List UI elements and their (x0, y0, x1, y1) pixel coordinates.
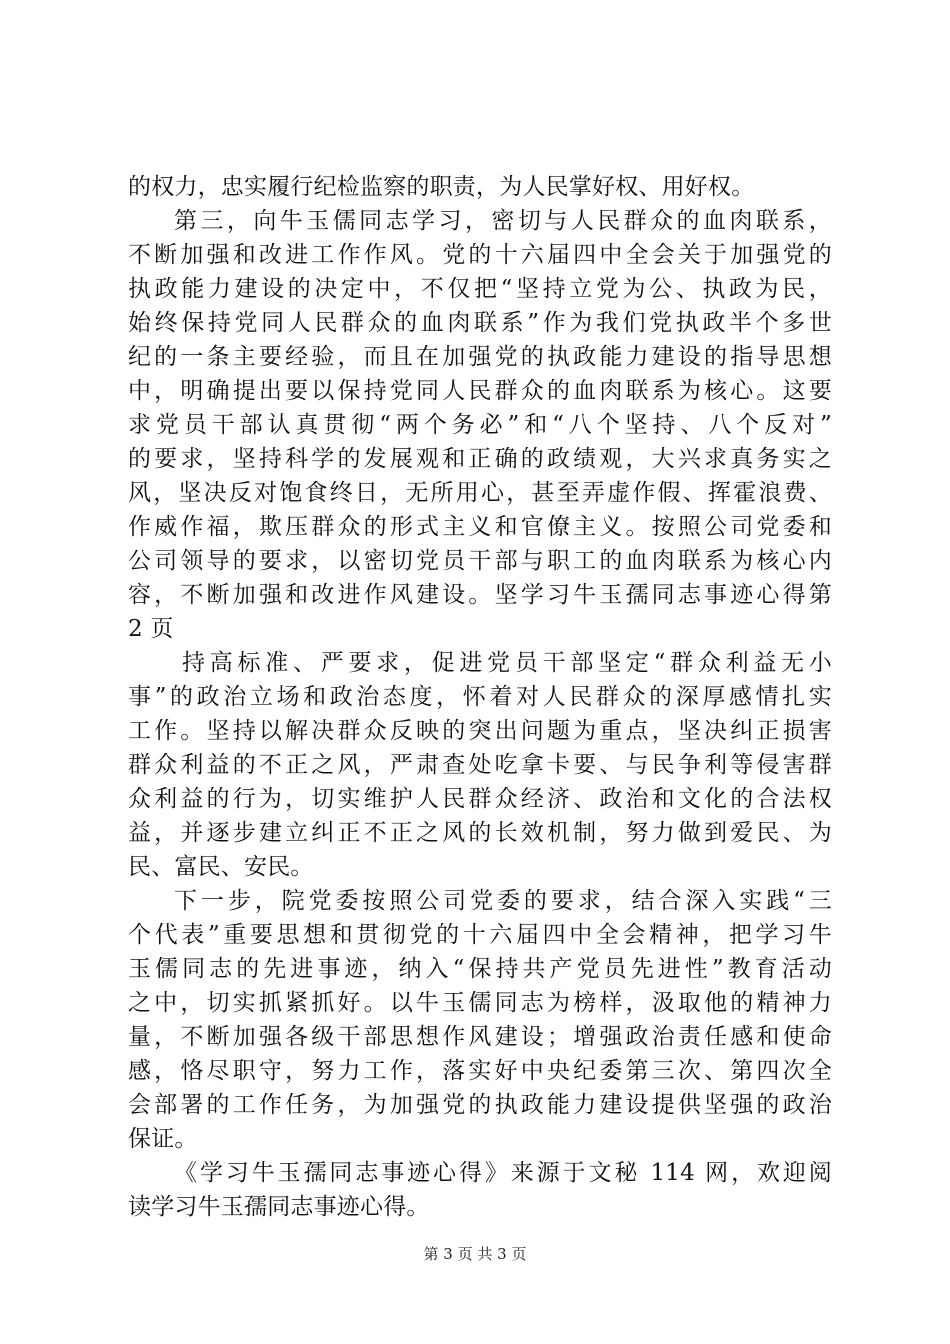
paragraph-line: 始终保持党同人民群众的血肉联系”作为我们党执政半个多世 (128, 310, 832, 336)
paragraph-line: 下一步，院党委按照公司党委的要求，结合深入实践“三 (174, 888, 832, 914)
paragraph-line: 风，坚决反对饱食终日，无所用心，甚至弄虚作假、挥霍浪费、 (128, 480, 832, 506)
paragraph-line: 之中，切实抓紧抓好。以牛玉儒同志为榜样，汲取他的精神力 (128, 990, 832, 1016)
paragraph-line: 工作。坚持以解决群众反映的突出问题为重点，坚决纠正损害 (128, 718, 832, 744)
paragraph-line: 会部署的工作任务，为加强党的执政能力建设提供坚强的政治 (128, 1092, 832, 1118)
paragraph-line: 益，并逐步建立纠正不正之风的长效机制，努力做到爱民、为 (128, 820, 832, 846)
paragraph-line: 中，明确提出要以保持党同人民群众的血肉联系为核心。这要 (128, 378, 832, 404)
page-footer (0, 1244, 950, 1264)
paragraph-line: 量，不断加强各级干部思想作风建设；增强政治责任感和使命 (128, 1024, 832, 1050)
paragraph-line: 持高标准、严要求，促进党员干部坚定“群众利益无小 (182, 650, 832, 676)
paragraph-line: 民、富民、安民。 (128, 854, 314, 880)
paragraph-line: 第三，向牛玉儒同志学习，密切与人民群众的血肉联系， (174, 208, 832, 234)
paragraph-line: 求党员干部认真贯彻“两个务必”和“八个坚持、八个反对” (128, 412, 832, 438)
paragraph-line: 感，恪尽职守，努力工作，落实好中央纪委第三次、第四次全 (128, 1058, 832, 1084)
paragraph-line: 事”的政治立场和政治态度，怀着对人民群众的深厚感情扎实 (128, 684, 832, 710)
paragraph-line: 保证。 (128, 1126, 198, 1152)
paragraph-line: 执政能力建设的决定中，不仅把“坚持立党为公、执政为民， (128, 276, 832, 302)
paragraph-line: 不断加强和改进工作作风。党的十六届四中全会关于加强党的 (128, 242, 832, 268)
page-number-label: 第 3 页 共 3 页 (423, 1245, 527, 1263)
paragraph-line: 玉儒同志的先进事迹，纳入“保持共产党员先进性”教育活动 (128, 956, 832, 982)
paragraph-line: 公司领导的要求，以密切党员干部与职工的血肉联系为核心内 (128, 548, 832, 574)
paragraph-line: 纪的一条主要经验，而且在加强党的执政能力建设的指导思想 (128, 344, 832, 370)
paragraph-line: 作威作福，欺压群众的形式主义和官僚主义。按照公司党委和 (128, 514, 832, 540)
paragraph-line: 的要求，坚持科学的发展观和正确的政绩观，大兴求真务实之 (128, 446, 832, 472)
paragraph-line: 众利益的行为，切实维护人民群众经济、政治和文化的合法权 (128, 786, 832, 812)
paragraph-line: 容，不断加强和改进作风建设。坚学习牛玉孺同志事迹心得第 (128, 582, 832, 608)
paragraph-line: 2 页 (128, 616, 174, 642)
paragraph-line: 读学习牛玉孺同志事迹心得。 (128, 1194, 430, 1220)
paragraph-line: 个代表”重要思想和贯彻党的十六届四中全会精神，把学习牛 (128, 922, 832, 948)
document-body (128, 170, 832, 1224)
paragraph-line: 《学习牛玉孺同志事迹心得》来源于文秘 114 网，欢迎阅 (174, 1160, 832, 1186)
paragraph-line: 的权力，忠实履行纪检监察的职责，为人民掌好权、用好权。 (128, 174, 755, 200)
paragraph-line: 群众利益的不正之风，严肃查处吃拿卡要、与民争利等侵害群 (128, 752, 832, 778)
